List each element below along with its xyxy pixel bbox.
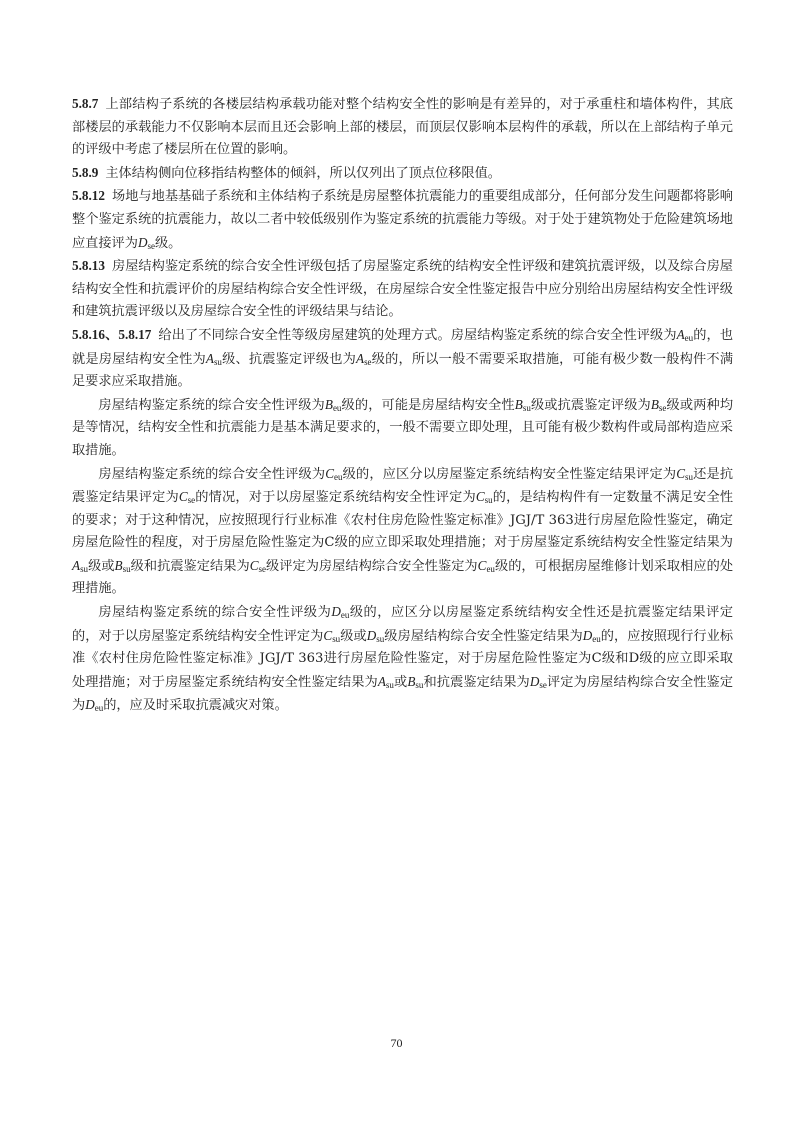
grade-symbol: D xyxy=(331,604,341,620)
text-run: 还是抗震鉴定结果评定为 xyxy=(72,466,734,506)
grade-subscript: su xyxy=(522,402,531,413)
grade-symbol: D xyxy=(529,673,540,689)
grade-symbol: B xyxy=(514,396,523,412)
section-text-tail: 级。 xyxy=(154,235,182,251)
section-5-8-9 xyxy=(72,162,733,186)
grade-subscript: su xyxy=(122,564,131,575)
text-run: 或 xyxy=(393,674,408,690)
grade-subscript: eu xyxy=(94,703,104,714)
grade-symbol: A xyxy=(356,350,365,366)
grade-symbol: C xyxy=(477,557,487,573)
grade-subscript: su xyxy=(213,356,222,367)
grade-subscript: se xyxy=(364,356,372,367)
text-run: 级或抗震鉴定评级为 xyxy=(530,397,651,413)
text-run: 的情况，对于以房屋鉴定系统结构安全性评定为 xyxy=(195,490,476,506)
grade-subscript: eu xyxy=(486,564,495,575)
text-run: 级的，可根据房屋维修计划采取相应的处理措施。 xyxy=(72,558,734,597)
grade-symbol: A xyxy=(676,326,685,342)
grade-symbol: B xyxy=(650,396,659,412)
grade-subscript: se xyxy=(147,240,155,251)
grade-subscript: eu xyxy=(684,333,694,344)
text-run: 级的，可能是房屋结构安全性 xyxy=(341,397,515,413)
document-body xyxy=(72,93,733,718)
page-number: 70 xyxy=(390,1036,403,1050)
text-run: 级或 xyxy=(340,628,367,644)
text-run: 房屋结构鉴定系统的综合安全性评级为 xyxy=(98,466,326,482)
grade-symbol: C xyxy=(178,489,188,505)
grade-subscript: eu xyxy=(592,633,601,644)
grade-symbol: D xyxy=(366,627,377,643)
section-5-8-13 xyxy=(72,255,733,324)
section-text: 主体结构侧向位移指结构整体的倾斜，所以仅列出了顶点位移限值。 xyxy=(105,165,501,181)
paragraph-grade-d xyxy=(72,601,733,718)
grade-subscript: eu xyxy=(332,402,342,413)
section-number: 5.8.12 xyxy=(72,188,105,204)
paragraph-grade-b xyxy=(72,394,733,463)
section-number: 5.8.13 xyxy=(72,258,105,274)
grade-subscript: su xyxy=(415,680,424,691)
text-run: 的，应按照现行行业标准《农村住房危险性鉴定标准》JGJ/T 363进行房屋危险性鉴定，对于房屋危险性鉴定为C级和D级的应立即采取处理措施；对于房屋鉴定系统结构安全性鉴定结果为 xyxy=(72,628,734,690)
grade-subscript: su xyxy=(332,633,341,644)
text-run: 评定为房屋结构综合安全性鉴定为 xyxy=(72,674,734,714)
grade-subscript: su xyxy=(385,680,394,691)
section-5-8-12 xyxy=(72,185,733,255)
grade-subscript: su xyxy=(484,495,493,506)
grade-subscript: se xyxy=(258,564,266,575)
grade-symbol: B xyxy=(114,557,123,573)
text-run: 级和抗震鉴定结果为 xyxy=(130,558,250,574)
text-run: 房屋结构鉴定系统的综合安全性评级为 xyxy=(98,397,325,413)
grade-symbol: B xyxy=(407,673,416,689)
grade-symbol: D xyxy=(85,697,95,713)
grade-subscript: se xyxy=(539,680,547,691)
section-text: 上部结构子系统的各楼层结构承载功能对整个结构安全性的影响是有差异的，对于承重柱和墙体构件，其底部楼层的承载能力不仅影响本层而且还会影响上部的楼层，而顶层仅影响本层构件的承载，所以在上部结构子单元的评级中考虑了楼层所在位置的影响。 xyxy=(72,97,733,158)
text-run: 的，也就是房屋结构安全性为 xyxy=(72,327,734,367)
grade-symbol: C xyxy=(475,489,485,505)
grade-symbol: A xyxy=(377,673,386,689)
text-run: 的，是结构构件有一定数量不满足安全性的要求；对于这种情况，应按照现行行业标准《农村住房危险性鉴定标准》JGJ/T 363进行房屋危险性鉴定，确定房屋危险性的程度，对于房屋危险性鉴定为C级的应立即采取处理措施；对于房屋鉴定系统结构安全性鉴定结果为 xyxy=(72,490,734,551)
section-text: 场地与地基基础子系统和主体结构子系统是房屋整体抗震能力的重要组成部分，任何部分发生问题都将影响整个鉴定系统的抗震能力，故以二者中较低级别作为鉴定系统的抗震能力等级。对于处于建筑物处于危险建筑场地应直接评为 xyxy=(72,189,733,251)
grade-symbol: D xyxy=(582,627,593,643)
grade-symbol: C xyxy=(249,557,259,573)
section-5-8-16 xyxy=(72,324,733,394)
grade-symbol: A xyxy=(72,557,81,573)
text-run: 和抗震鉴定结果为 xyxy=(423,674,530,690)
grade-subscript: eu xyxy=(340,610,350,621)
grade-symbol: C xyxy=(676,465,685,481)
text-run: 级评定为房屋结构综合安全性鉴定为 xyxy=(265,558,478,574)
text-run: 的，应及时采取抗震减灾对策。 xyxy=(103,698,288,714)
grade-symbol: A xyxy=(205,350,214,366)
grade-subscript: se xyxy=(187,495,196,506)
grade-subscript: eu xyxy=(334,471,343,482)
section-number: 5.8.16、5.8.17 xyxy=(72,326,152,342)
grade-symbol: D xyxy=(137,234,148,250)
text-run: 级或两种均是等情况，结构安全性和抗震能力是基本满足要求的，一般不需要立即处理，且可能有极少数构件或局部构造应采取措施。 xyxy=(72,397,734,458)
section-number: 5.8.7 xyxy=(72,96,99,111)
grade-subscript: su xyxy=(685,471,693,482)
grade-symbol: C xyxy=(325,465,335,481)
grade-subscript: su xyxy=(376,633,385,644)
section-5-8-7 xyxy=(72,93,733,162)
text-run: 级或 xyxy=(88,558,115,574)
text-run: 级的，应区分以房屋鉴定系统结构安全性还是抗震鉴定结果评定的，对于以房屋鉴定系统结构安全性评定为 xyxy=(72,605,734,644)
grade-symbol: C xyxy=(323,627,333,643)
grade-subscript: su xyxy=(80,564,89,575)
text-run: 级的，应区分以房屋鉴定系统结构安全性鉴定结果评定为 xyxy=(342,466,677,482)
section-number: 5.8.9 xyxy=(72,164,99,180)
paragraph-grade-c xyxy=(72,463,733,602)
text-run: 房屋结构鉴定系统的综合安全性评级为 xyxy=(98,605,332,621)
section-text: 房屋结构鉴定系统的综合安全性评级包括了房屋鉴定系统的结构安全性评级和建筑抗震评级，以及综合房屋结构安全性和抗震评价的房屋结构综合安全性评级，在房屋综合安全性鉴定报告中应分别给出房屋结构安全性评级和建筑抗震评级以及房屋综合安全性的评级结果与结论。 xyxy=(72,259,733,320)
grade-symbol: B xyxy=(324,396,333,412)
text-run: 级房屋结构综合安全性鉴定结果为 xyxy=(384,628,583,644)
text-run: 级、抗震鉴定评级也为 xyxy=(221,351,356,367)
grade-subscript: se xyxy=(658,402,667,413)
text-run: 级的，所以一般不需要采取措施，可能有极少数一般构件不满足要求应采取措施。 xyxy=(72,351,734,390)
text-run: 给出了不同综合安全性等级房屋建筑的处理方式。房屋结构鉴定系统的综合安全性评级为 xyxy=(158,327,677,343)
